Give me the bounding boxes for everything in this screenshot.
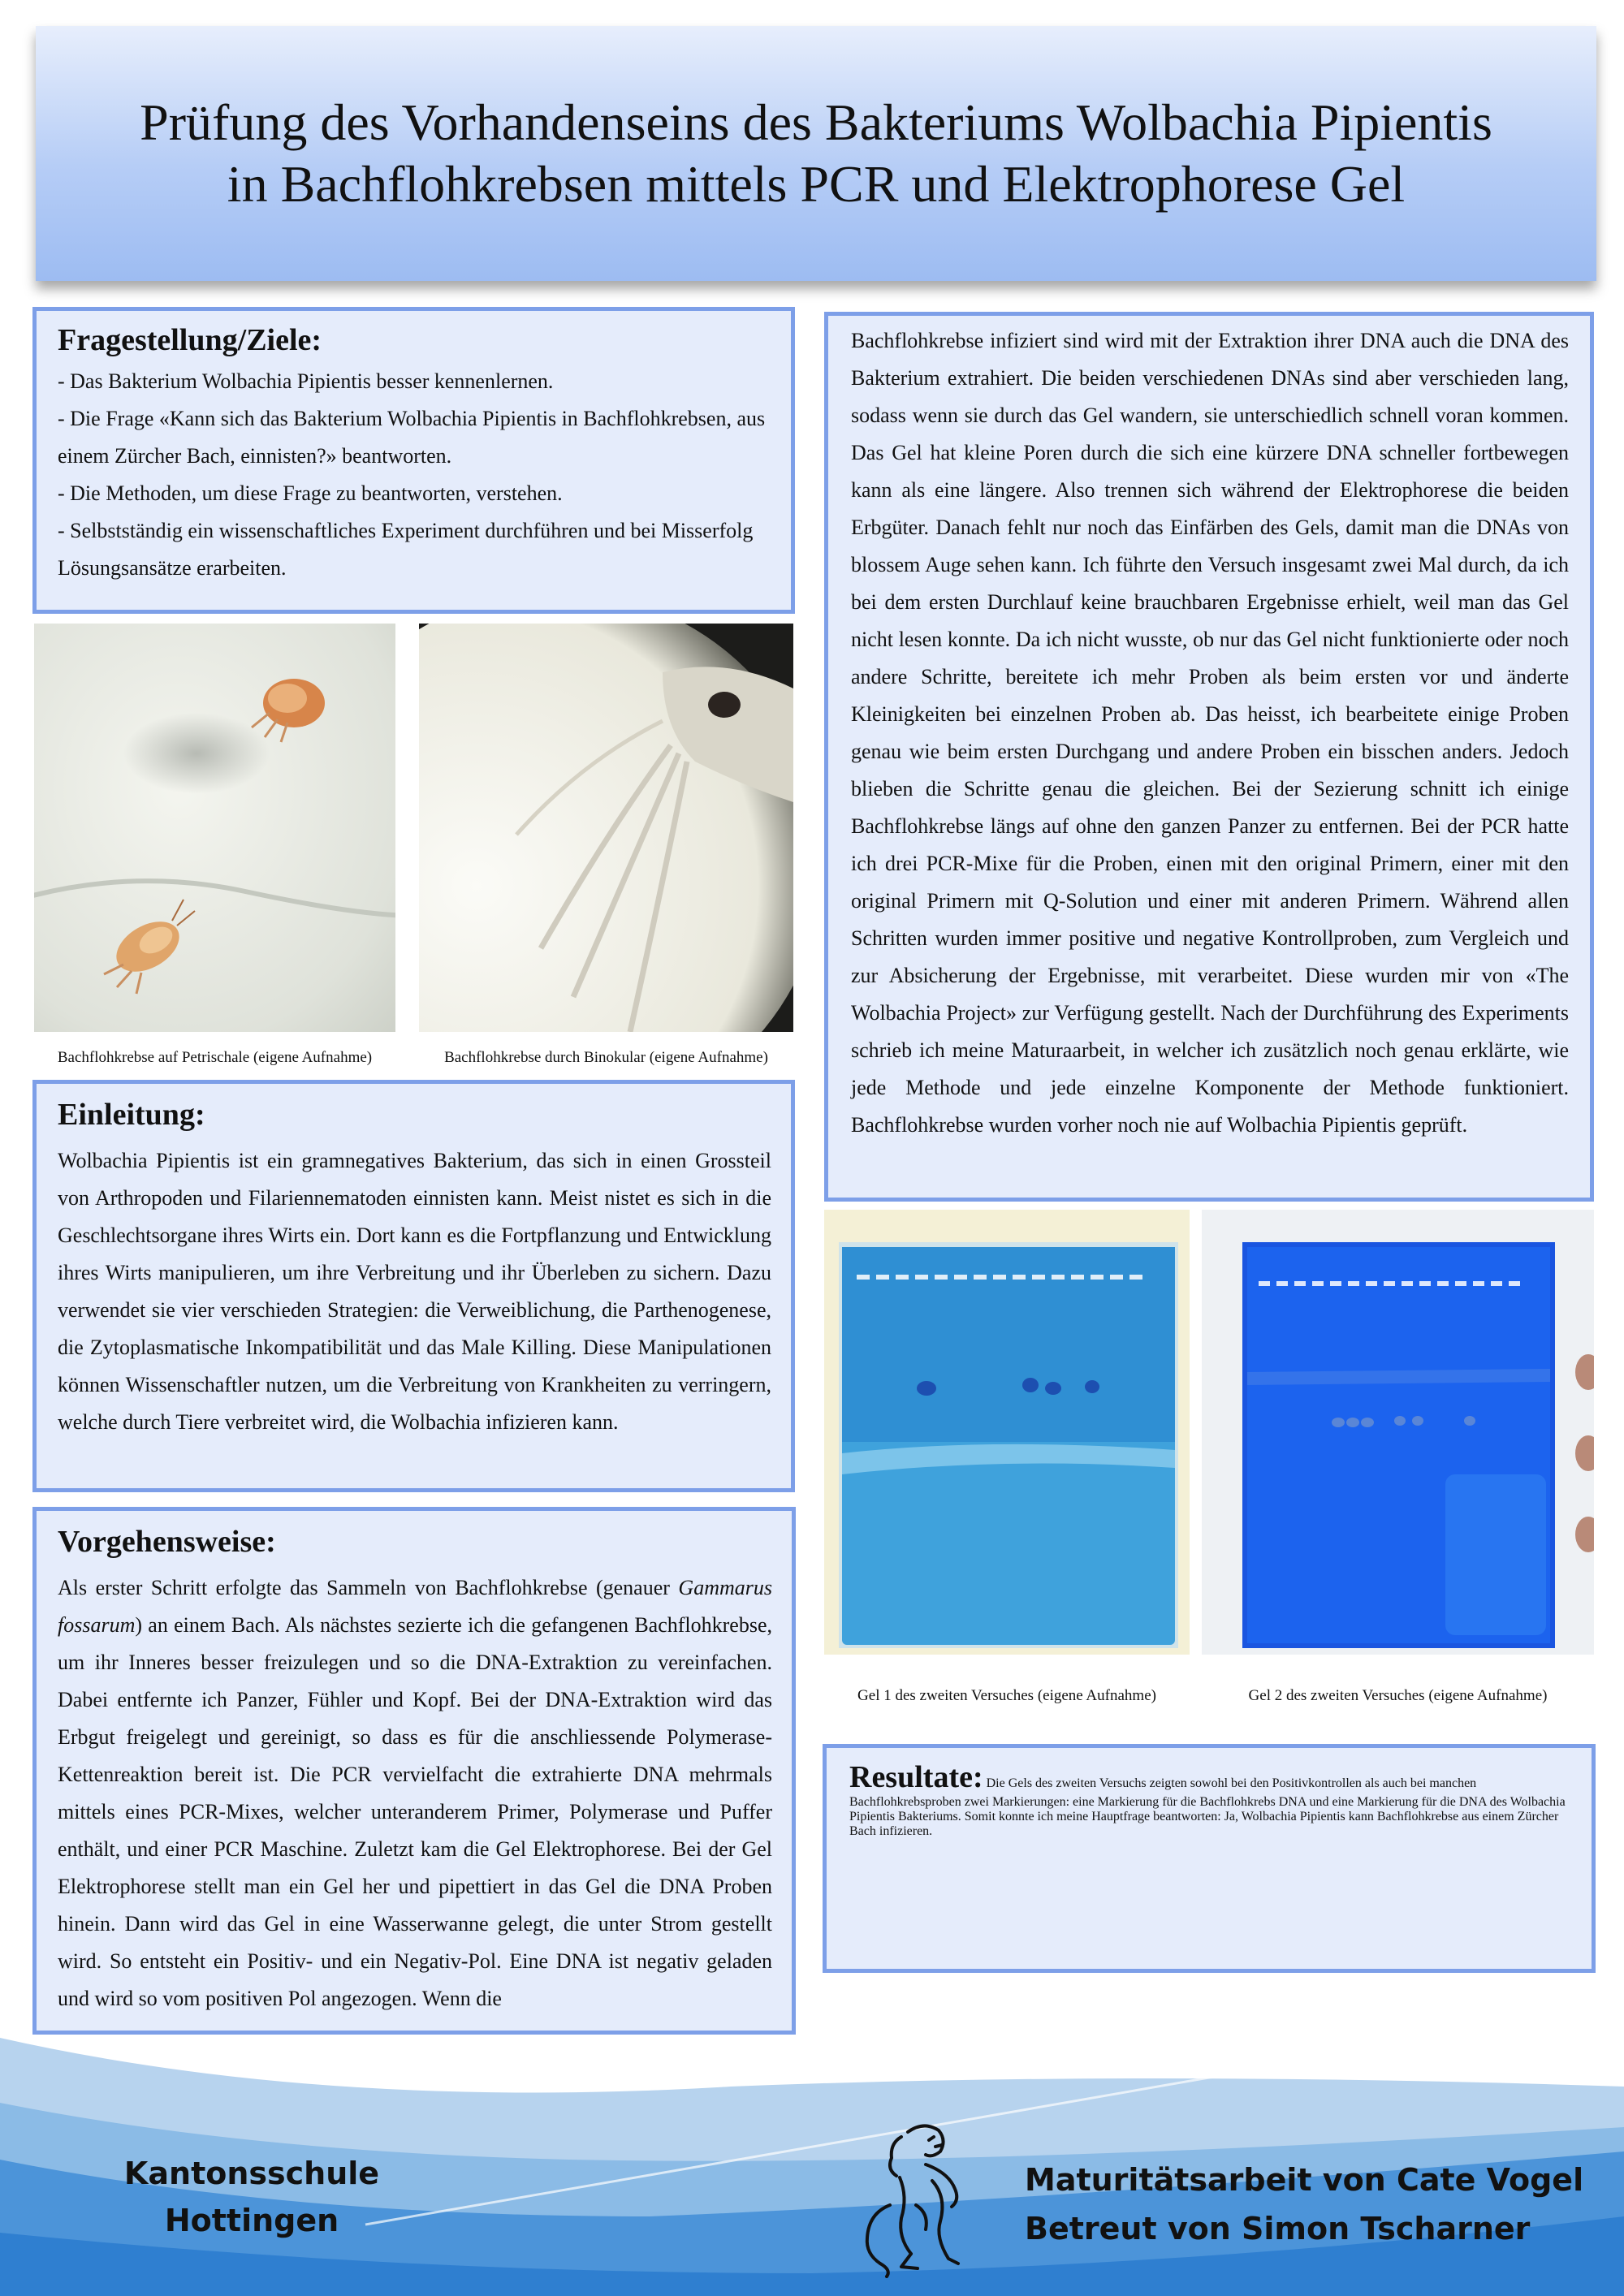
school-name: Kantonsschule Hottingen [123,2156,380,2238]
goals-line: - Das Bakterium Wolbachia Pipientis besser kennenlernen. [58,369,554,393]
author-info [1025,2156,1583,2253]
procedure-heading: Vorgehensweise: [58,1525,276,1559]
supervisor-line: Betreut von Simon Tscharner [1025,2211,1531,2246]
author-line: Maturitätsarbeit von Cate Vogel [1025,2162,1584,2198]
goals-line: - Selbstständig ein wissenschaftliches Experiment durchführen und bei Misserfolg Lösungsansätze erarbeiten. [58,519,754,580]
introduction-panel [32,1080,795,1492]
species-name: Gammarus fossarum [58,1576,772,1637]
gel-2-caption: Gel 2 des zweiten Versuches (eigene Aufnahme) [1248,1687,1548,1704]
goals-heading: Fragestellung/Ziele: [58,323,322,357]
binocular-photo [419,624,793,1032]
procedure-continuation-panel [824,312,1594,1202]
results-heading: Resultate: [849,1760,983,1794]
lion-logo-icon [851,2116,981,2278]
petri-dish-photo [34,624,395,1032]
petri-dish-caption: Bachflohkrebse auf Petrischale (eigene Aufnahme) [57,1049,373,1066]
goals-panel [32,307,795,614]
poster-title: Prüfung des Vorhandenseins des Bakteriums Wolbachia Pipientis in Bachflohkrebsen mittels PCR und Elektrophorese Gel [140,93,1492,213]
gel-1-caption: Gel 1 des zweiten Versuches (eigene Aufnahme) [857,1687,1156,1704]
introduction-heading: Einleitung: [58,1098,205,1132]
binocular-caption: Bachflohkrebse durch Binokular (eigene Aufnahme) [444,1049,768,1066]
procedure-continuation-text: Bachflohkrebse infiziert sind wird mit der Extraktion ihrer DNA auch die DNA des Bakterium extrahiert. Die beiden verschiedenen DNAs sind aber verschieden lang, sodass wenn sie durch das Gel wandern, sie unterschiedlich schnell voran kommen. Das Gel hat kleine Poren durch die sich eine kürzere DNA schneller fortbewegen kann als eine längere. Also trennen sich während der Elektrophorese die beiden Erbgüter. Danach fehlt nur noch das Einfärben des Gels, damit man die DNAs von blossem Auge sehen kann. Ich führte den Versuch insgesamt zwei Mal durch, da ich bei dem ersten Durchlauf keine brauchbaren Ergebnisse erhielt, weil man das Gel nicht lesen konnte. Da ich nicht wusste, ob nur das Gel nicht funktionierte oder noch andere Schritte, bereitete ich mehr Proben als beim ersten vor und änderte Kleinigkeiten bei einzelnen Proben ab. Das heisst, ich bearbeitete einige Proben genau wie beim ersten Durchgang und andere Proben ein bisschen anders. Jedoch blieben die Schritte genau die gleichen. Bei der Sezierung schnitt ich einige Bachflohkrebse längs auf ohne den ganzen Panzer zu entfernen. Bei der PCR hatte ich drei PCR-Mixe für die Proben, einen mit den original Primern, einer mit den original Primern mit Q-Solution und einer mit anderen Primern. Während allen Schritten wurden immer positive und negative Kontrollproben, zum Vergleich und zur Absicherung der Ergebnisse, mit verarbeitet. Diese wurden mir von «The Wolbachia Project» zur Verfügung gestellt. Nach der Durchführung des Experiments schrieb ich meine Maturaarbeit, in welcher ich zusätzlich noch genau erklärte, wie jede Methode und jede einzelne Komponente der Methode funktioniert. Bachflohkrebse wurden vorher noch nie auf Wolbachia Pipientis geprüft. [851,329,1569,1137]
goals-line: - Die Methoden, um diese Frage zu beantworten, verstehen. [58,481,563,505]
procedure-text: Als erster Schritt erfolgte das Sammeln von Bachflohkrebse (genauer Gammarus fossarum) an einem Bach. Als nächstes sezierte ich die gefangenen Bachflohkrebse, um ihr Inneres besser freizulegen und so die DNA-Extraktion zu vereinfachen. Dabei entfernte ich Panzer, Fühler und Kopf. Bei der DNA-Extraktion wird das Erbgut freigelegt und gereinigt, so dass es für die anschliessende Polymerase-Kettenreaktion bereit ist. Die PCR vervielfacht die extrahierte DNA mehrmals mittels eines PCR-Mixes, welcher unteranderem Primer, Polymerase und Puffer enthält, und einer PCR Maschine. Zuletzt kam die Gel Elektrophorese. Bei der Gel Elektrophorese stellt man ein Gel her und pipettiert in das Gel die DNA Proben hinein. Dann wird das Gel in eine Wasserwanne gelegt, die unter Strom gestellt wird. So entsteht ein Positiv- und ein Negativ-Pol. Eine DNA ist negativ geladen und wird so vom positiven Pol angezogen. Wenn die [58,1576,772,2010]
procedure-panel [32,1507,796,2035]
gel-2-photo [1202,1210,1594,1655]
goals-line: - Die Frage «Kann sich das Bakterium Wolbachia Pipientis in Bachflohkrebsen, aus einem Zürcher Bach, einnisten?» beantworten. [58,407,766,468]
title-banner [36,26,1596,281]
gel-1-photo [824,1210,1190,1655]
results-panel: Resultate: Die Gels des zweiten Versuchs zeigten sowohl bei den Positivkontrollen als auch bei manchen Bachflohkrebsproben zwei Markierungen: eine Markierung für die Bachflohkrebs DNA und eine Markierung für die DNA des Wolbachia Pipientis Bakteriums. Somit konnte ich meine Hauptfrage beantworten: Ja, Wolbachia Pipientis kann Bachflohkrebse aus einem Zürcher Bach infizieren. [823,1744,1596,1973]
introduction-text: Wolbachia Pipientis ist ein gramnegatives Bakterium, das sich in einen Grossteil von Arthropoden und Filariennematoden einnisten kann. Meist nistet es sich in die Geschlechtsorgane ihres Wirts ein. Dort kann es die Fortpflanzung und Entwicklung ihres Wirts manipulieren, um ihre Verbreitung und ihr Überleben zu sichern. Dazu verwendet sie vier verschieden Strategien: die Verweiblichung, die Parthenogenese, die Zytoplasmatische Inkompatibilität und das Male Killing. Diese Manipulationen können Wissenschaftler nutzen, um die Verbreitung von Krankheiten zu verringern, welche durch Tiere verbreitet wird, die Wolbachia infizieren kann. [58,1149,771,1434]
